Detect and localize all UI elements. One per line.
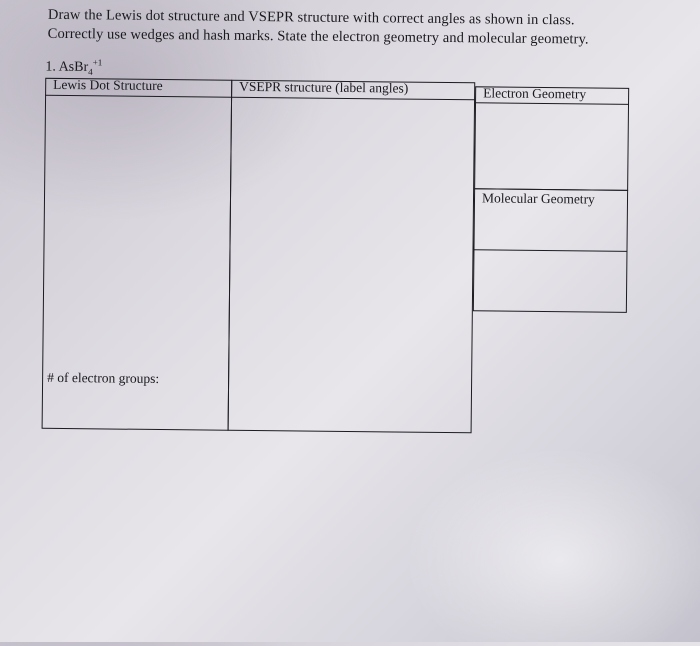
vsepr-header: VSEPR structure (label angles) bbox=[239, 78, 409, 96]
question-charge: +1 bbox=[92, 57, 103, 68]
electron-geometry-header: Electron Geometry bbox=[483, 85, 587, 102]
vsepr-box[interactable] bbox=[228, 80, 476, 434]
question-subscript: 4 bbox=[88, 66, 93, 77]
lewis-dot-header: Lewis Dot Structure bbox=[53, 76, 163, 94]
question-number: 1. bbox=[45, 59, 56, 75]
instruction-line-1: Draw the Lewis dot structure and VSEPR structure with correct angles as shown in class. bbox=[47, 6, 575, 29]
electron-groups-label: # of electron groups: bbox=[47, 369, 160, 387]
molecular-geometry-header: Molecular Geometry bbox=[481, 190, 595, 207]
instruction-line-2: Correctly use wedges and hash marks. State the electron geometry and molecular geometry. bbox=[47, 25, 589, 48]
question-formula: AsBr bbox=[58, 59, 89, 75]
question-label bbox=[45, 57, 102, 77]
